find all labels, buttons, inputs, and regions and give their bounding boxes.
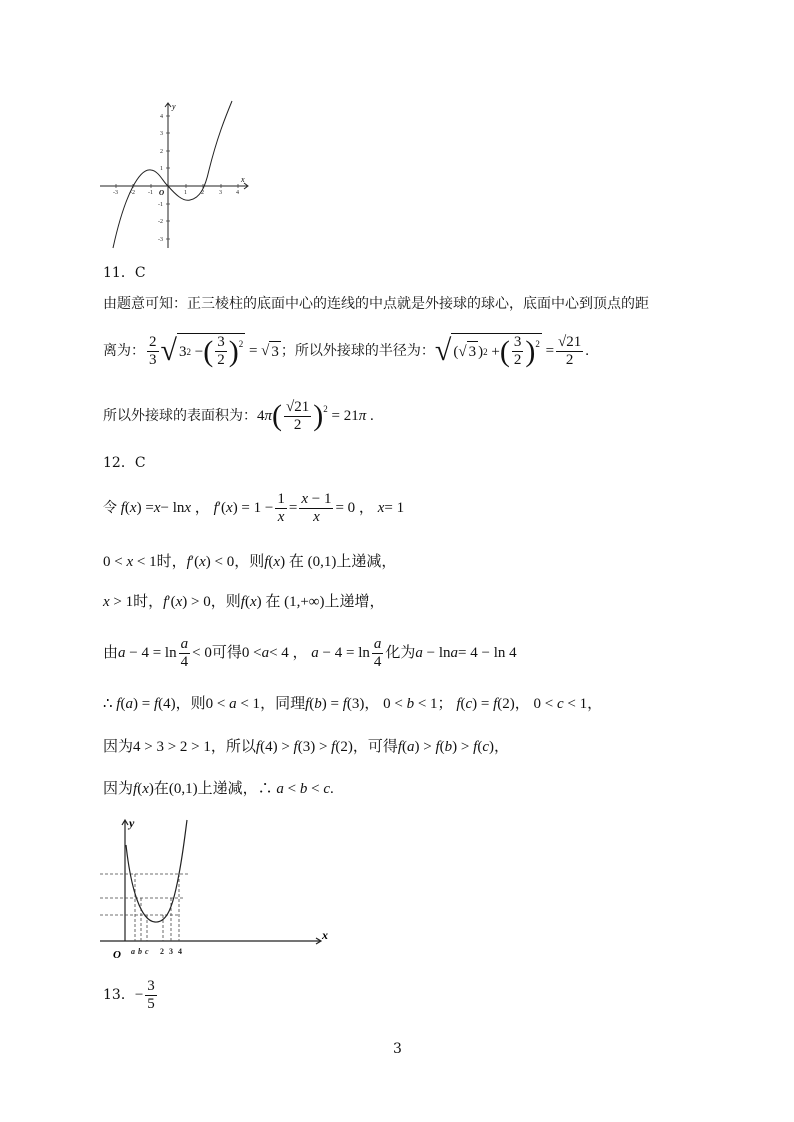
q11-line2-prefix: 离为： [103, 343, 145, 359]
q12-line3: x > 1时，f′(x) > 0，则f(x) 在 (1,+∞)上递增， [103, 594, 385, 610]
q13-answer: 13． − $\frac{3}{5}$ [103, 977, 155, 1012]
q11-line2 [103, 328, 589, 374]
q12-line1: 令 f ( x ) = x − ln x ， f ′( x ) = 1 − $\frac{1}{x}$ = $\frac{x - 1}{x}$ = 0 ， x = 1 [103, 490, 405, 525]
function-graph-2 [95, 815, 340, 965]
origin-label: O [159, 189, 165, 197]
page-number: 3 [393, 1041, 402, 1057]
surface-area-formula: 4 π ( $\frac{√21}{2}$ ) $^2$ = 21 π . [257, 398, 374, 433]
radius-formula: √ (√ 3 ) 2 + ( $\frac{3}{2}$ ) $^2$ = $\frac{√21}{2}$ . [434, 333, 590, 368]
y-tick-label: -2 [158, 219, 163, 225]
q13-heading: 13． [103, 987, 135, 1003]
function-graph-1 [95, 98, 255, 253]
x-tick-label: b [138, 947, 142, 956]
q11-line1: 由题意可知：正三棱柱的底面中心的连线的中点就是外接球的球心，底面中心到顶点的距 [103, 296, 649, 312]
y-axis-label: y [172, 102, 176, 111]
q12-heading: 12．C [103, 455, 146, 471]
x-tick-label: 4 [178, 947, 182, 956]
x-tick-label: -2 [130, 190, 135, 196]
q11-line3 [103, 393, 374, 439]
y-tick-label: 1 [160, 166, 163, 172]
distance-formula: $\frac{2}{3}$ √ 3 2 − ( $\frac{3}{2}$ ) $^2$ = √ 3 [149, 333, 279, 368]
x-tick-label: 3 [219, 190, 222, 196]
q12-line2: 0 < x < 1时，f′(x) < 0，则f(x) 在 (0,1)上递减， [103, 554, 397, 570]
q12-line6: 因为4 > 3 > 2 > 1，所以f(4) > f(3) > f(2)，可得f(a) > f(b) > f(c)， [103, 739, 509, 755]
q12-line4: 由 a − 4 = ln $\frac{a}{4}$ < 0 可得 0 < a < 4 ， a − 4 = ln $\frac{a}{4}$ 化为 a − ln a = 4 − ln 4 [103, 635, 517, 670]
x-axis-label: x [322, 928, 328, 942]
y-tick-label: 3 [160, 131, 163, 137]
x-tick-label: 1 [184, 190, 187, 196]
q12-line7: 因为f(x)在(0,1)上递减，∴ a < b < c. [103, 781, 334, 797]
x-tick-label: 2 [160, 947, 164, 956]
origin-label: O [113, 949, 121, 961]
cubic-curve [113, 101, 232, 248]
q11-line2-mid: ；所以外接球的半径为： [280, 343, 435, 359]
x-tick-label: 4 [236, 190, 239, 196]
q11-heading: 11．C [103, 265, 146, 281]
x-tick-label: -3 [113, 190, 118, 196]
y-axis-label: y [129, 816, 135, 830]
x-tick-label: a [131, 947, 135, 956]
x-tick-label: -1 [148, 190, 153, 196]
y-tick-label: -1 [158, 202, 163, 208]
y-tick-label: -3 [158, 237, 163, 243]
x-tick-label: 2 [201, 190, 204, 196]
q11-line3-prefix: 所以外接球的表面积为： [103, 408, 257, 424]
x-axis-label: x [241, 175, 245, 184]
y-tick-label: 2 [160, 149, 163, 155]
y-tick-label: 4 [160, 114, 163, 120]
x-tick-label: 3 [169, 947, 173, 956]
q12-line5: ∴ f(a) = f(4)，则0 < a < 1，同理f(b) = f(3)， 0 < b < 1； f(c) = f(2)， 0 < c < 1， [103, 696, 603, 712]
x-tick-label: c [145, 947, 149, 956]
q12-line1-prefix: 令 [103, 500, 117, 516]
